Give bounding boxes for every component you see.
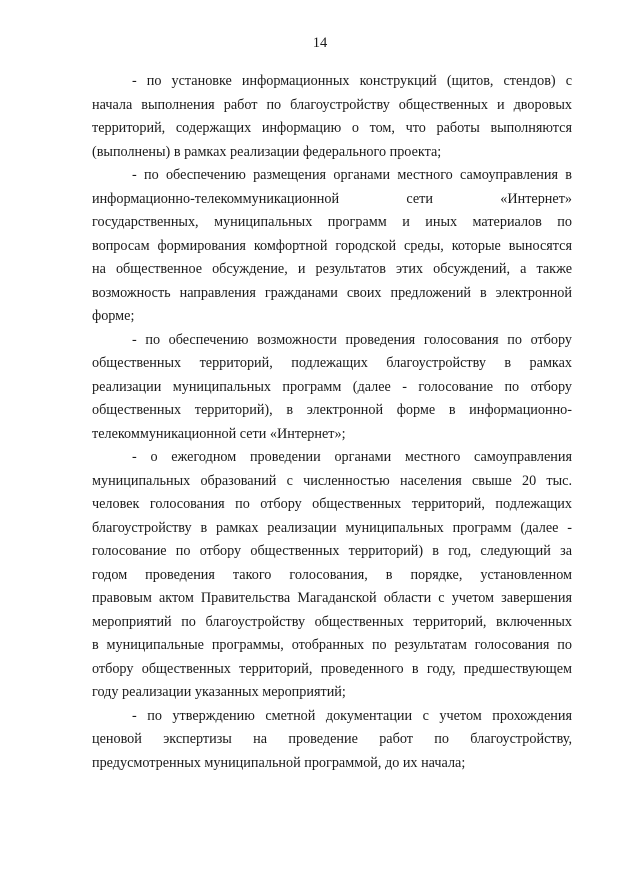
text-line: голосование по отбору общественных территорий) в год, следующий за: [92, 543, 572, 559]
text-line: отбору общественных территорий, проведенного в году, предшествующем: [92, 660, 572, 677]
page-number: 14: [312, 35, 328, 51]
text-line: - о ежегодном проведении органами местного самоуправления: [132, 449, 572, 465]
paragraph: [92, 446, 572, 705]
text-line: человек голосования по отбору общественных территорий, подлежащих: [92, 496, 572, 512]
text-line: начала выполнения работ по благоустройству общественных и дворовых: [92, 96, 572, 113]
text-line: реализации муниципальных программ (далее - голосование по отбору: [92, 378, 572, 395]
text-line: вопросам формирования комфортной городской среды, которые выносятся: [92, 237, 572, 254]
text-line: территорий, содержащих информацию о том, что работы выполняются: [92, 120, 572, 136]
text-line: форме;: [92, 308, 135, 324]
text-line: - по установке информационных конструкций (щитов, стендов) с: [132, 73, 572, 89]
text-line: ценовой экспертизы на проведение работ по благоустройству,: [92, 731, 572, 747]
text-line: году реализации указанных мероприятий;: [92, 684, 346, 700]
text-line: мероприятий по благоустройству общественных территорий, включенных: [92, 613, 572, 630]
text-line: - по обеспечению возможности проведения голосования по отбору: [132, 331, 572, 348]
paragraph: [92, 329, 572, 447]
paragraph: [92, 164, 572, 329]
text-line: информационно-телекоммуникационной сети «Интернет»: [92, 190, 572, 207]
text-line: возможность направления гражданами своих предложений в электронной: [92, 284, 572, 301]
text-line: муниципальных образований с численностью населения свыше 20 тыс.: [92, 472, 572, 489]
text-line: годом проведения такого голосования, в порядке, установленном: [92, 566, 572, 583]
text-line: благоустройству в рамках реализации муниципальных программ (далее -: [92, 519, 572, 536]
text-line: государственных, муниципальных программ и иных материалов по: [92, 214, 572, 230]
paragraph: [92, 70, 572, 164]
text-line: правовым актом Правительства Магаданской области с учетом завершения: [92, 590, 572, 606]
text-line: в муниципальные программы, отобранных по результатам голосования по: [92, 637, 572, 653]
text-line: телекоммуникационной сети «Интернет»;: [92, 425, 346, 442]
text-line: предусмотренных муниципальной программой, до их начала;: [92, 754, 466, 771]
text-line: - по утверждению сметной документации с учетом прохождения: [132, 707, 572, 724]
text-line: общественных территорий, подлежащих благоустройству в рамках: [92, 355, 572, 371]
text-line: (выполнены) в рамках реализации федерального проекта;: [92, 143, 442, 160]
text-line: - по обеспечению размещения органами местного самоуправления в: [132, 167, 572, 183]
text-line: общественных территорий), в электронной форме в информационно-: [92, 402, 572, 418]
text-line: на общественное обсуждение, и результатов этих обсуждений, а также: [92, 261, 572, 277]
paragraph: [92, 705, 572, 776]
document-body: [92, 70, 572, 775]
